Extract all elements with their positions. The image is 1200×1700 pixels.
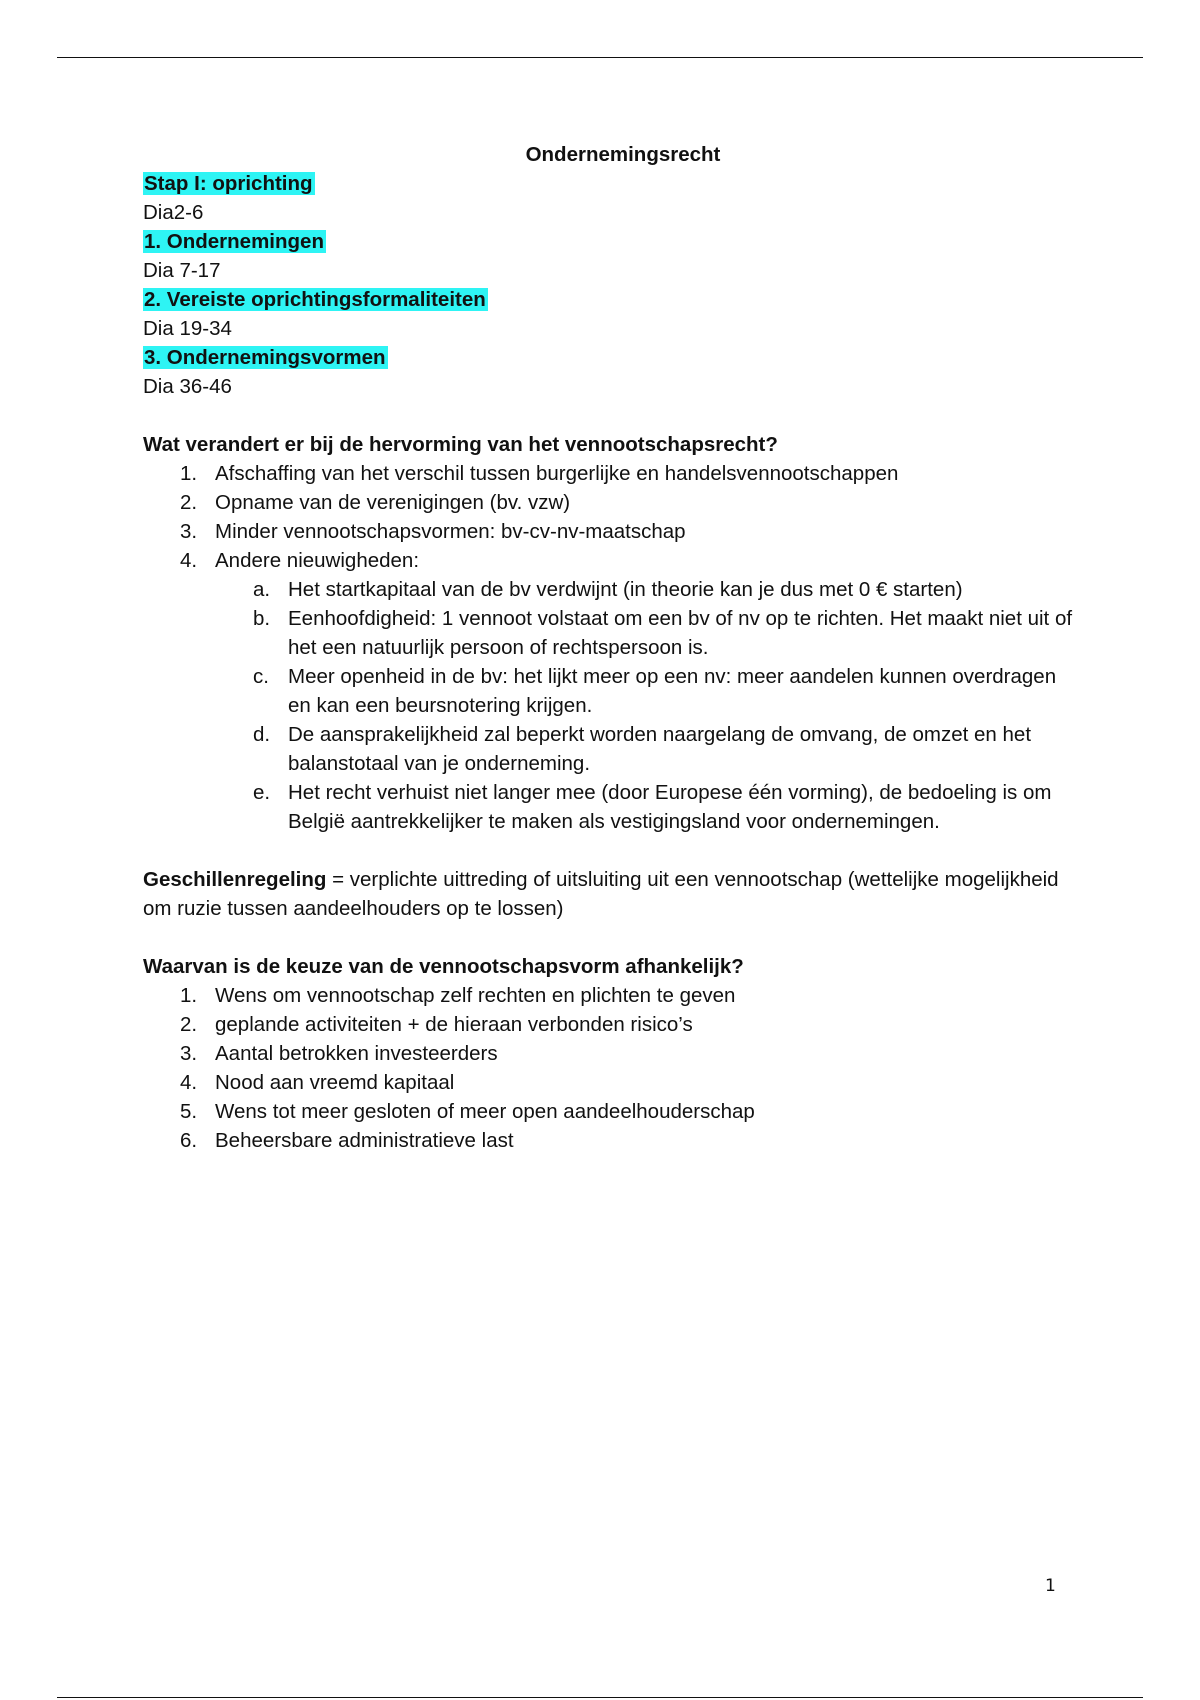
list-item: 3. Minder vennootschapsvormen: bv-cv-nv-maatschap	[180, 520, 686, 543]
reform-list	[143, 459, 1073, 836]
choice-question: Waarvan is de keuze van de vennootschapsvorm afhankelijk?	[143, 955, 744, 978]
section-heading: Stap I: oprichting	[144, 172, 313, 195]
reform-question: Wat verandert er bij de hervorming van het vennootschapsrecht?	[143, 433, 778, 456]
section-slides: Dia2-6	[143, 201, 204, 224]
section-heading: 2. Vereiste oprichtingsformaliteiten	[144, 288, 486, 311]
sub-list-item: e. Het recht verhuist niet langer mee (door Europese één vorming), de bedoeling is om België aantrekkelijker te maken als vestigingsland voor ondernemingen.	[253, 781, 1052, 833]
reform-sublist	[215, 575, 1073, 836]
page-title: Ondernemingsrecht	[525, 143, 721, 166]
section-slides: Dia 19-34	[143, 317, 232, 340]
top-rule	[57, 57, 1143, 58]
list-item: 2. geplande activiteiten + de hieraan verbonden risico’s	[180, 1013, 693, 1036]
list-item: 3. Aantal betrokken investeerders	[180, 1042, 498, 1065]
bottom-rule	[57, 1697, 1143, 1698]
section-slides: Dia 36-46	[143, 375, 232, 398]
list-item: 6. Beheersbare administratieve last	[180, 1129, 514, 1152]
document-body	[143, 140, 1073, 1155]
dispute-definition: = verplichte uittreding of uitsluiting uit een vennootschap (wettelijke mogelijkheid om ruzie tussen aandeelhouders op te lossen)	[143, 868, 1059, 920]
list-item: 4. Andere nieuwigheden: a. Het startkapitaal van de bv verdwijnt (in theorie kan je dus met 0 € starten) b. Eenhoofdigheid: 1 vennoot volstaat om een bv of nv op te richten. Het maakt niet uit of het een natuurlijk persoon of rechtspersoon is. c. Meer openheid in de bv: het lijkt meer op een nv: meer aandelen kunnen overdragen en kan een beursnotering krijgen. d. De aansprakelijkheid zal beperkt worden naargelang de omvang, de omzet en het balanstotaal van je onderneming. e. Het recht verhuist niet langer mee (door Europese één vorming), de bedoeling is om België aantrekkelijker te maken als vestigingsland voor ondernemingen.	[143, 546, 1073, 836]
sub-list-item: c. Meer openheid in de bv: het lijkt meer op een nv: meer aandelen kunnen overdragen en kan een beursnotering krijgen.	[253, 665, 1057, 717]
section-list	[143, 169, 1073, 401]
sub-list-item: b. Eenhoofdigheid: 1 vennoot volstaat om een bv of nv op te richten. Het maakt niet uit of het een natuurlijk persoon of rechtspersoon is.	[253, 607, 1073, 659]
choice-list	[143, 981, 1073, 1155]
dispute-term: Geschillenregeling	[143, 868, 327, 891]
section-heading: 1. Ondernemingen	[144, 230, 324, 253]
list-item: 4. Nood aan vreemd kapitaal	[180, 1071, 455, 1094]
page-number: 1	[1045, 1576, 1056, 1596]
section-slides: Dia 7-17	[143, 259, 221, 282]
sub-list-item: d. De aansprakelijkheid zal beperkt worden naargelang de omvang, de omzet en het balanstotaal van je onderneming.	[253, 723, 1032, 775]
dispute-paragraph	[143, 865, 1073, 923]
list-item: 2. Opname van de verenigingen (bv. vzw)	[180, 491, 571, 514]
list-item: 1. Afschaffing van het verschil tussen burgerlijke en handelsvennootschappen	[180, 462, 899, 485]
section-heading: 3. Ondernemingsvormen	[144, 346, 386, 369]
sub-list-item: a. Het startkapitaal van de bv verdwijnt (in theorie kan je dus met 0 € starten)	[253, 578, 963, 601]
list-item: 1. Wens om vennootschap zelf rechten en plichten te geven	[180, 984, 736, 1007]
list-item: 5. Wens tot meer gesloten of meer open aandeelhouderschap	[180, 1100, 755, 1123]
